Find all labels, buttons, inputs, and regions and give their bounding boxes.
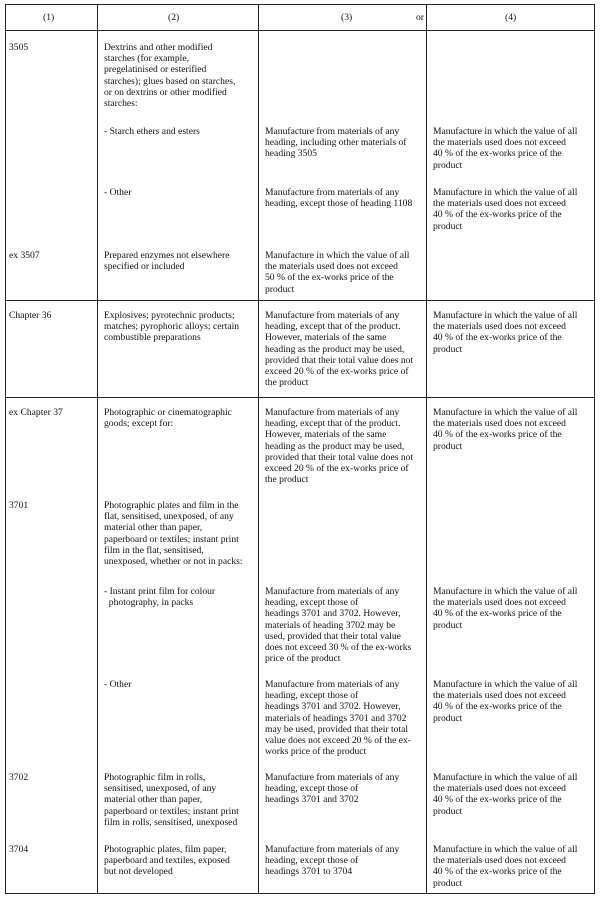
cell-line: 40 % of the ex-works price of the [433,608,562,620]
cell-line: the materials used does not exceed [433,321,566,333]
cell-c2 [104,844,230,878]
cell-c2 [104,772,239,828]
cell-line: heading, except that of the product. [265,321,401,333]
cell-c2 [104,126,200,137]
cell-line: Chapter 36 [9,310,52,321]
cell-line: 50 % of the ex-works price of the [265,272,394,284]
row-divider [5,300,595,301]
cell-line: 40 % of the ex-works price of the [433,148,562,160]
cell-line: Manufacture from materials of any [265,310,400,321]
cell-line: unexposed, whether or not in packs: [104,556,243,568]
cell-line: provided that their total value does not [265,354,414,366]
cell-c2 [104,500,243,567]
cell-line: headings 3701 and 3702 [265,794,359,806]
cell-c1 [9,310,51,321]
header-col-2: (2) [168,12,180,23]
cell-c3 [265,187,412,209]
cell-line: 40 % of the ex-works price of the [433,701,562,713]
cell-line: product [265,283,295,295]
cell-c4 [433,679,577,724]
cell-line: the materials used does not exceed [433,198,566,210]
cell-line: heading, except those of [265,597,359,609]
cell-line: photography, in packs [104,597,194,609]
cell-c3 [265,586,411,664]
cell-line: Explosives; pyrotechnic products; [104,310,235,321]
cell-c1 [9,250,40,261]
cell-line: heading, except those of heading 1108 [265,198,413,210]
cell-line: product [433,805,463,817]
cell-line: sensitised, unexposed, of any [104,783,217,795]
cell-line: heading, except those of [265,855,359,867]
cell-line: Manufacture in which the value of all [433,310,578,321]
cell-line: - Starch ethers and esters [104,126,200,137]
cell-line: - Other [104,679,132,690]
cell-line: Manufacture in which the value of all [433,187,578,198]
cell-line: Manufacture from materials of any [265,126,400,137]
cell-line: the materials used does not exceed [433,418,566,430]
cell-line: Manufacture in which the value of all [265,250,410,261]
cell-line: product [433,619,463,631]
cell-line: the product [265,474,309,486]
cell-c2 [104,250,229,272]
cell-line: starches); glues based on starches, [104,75,236,87]
cell-c3 [265,772,399,806]
column-divider [258,4,259,894]
cell-line: the materials used does not exceed [433,855,566,867]
cell-line: film in rolls, sensitised, unexposed [104,816,238,828]
cell-c4 [433,126,577,171]
cell-line: Photographic plates and film in the [104,500,239,511]
cell-line: film in the flat, sensitised, [104,544,204,556]
cell-line: Photographic or cinematographic [104,407,232,418]
cell-line: 40 % of the ex-works price of the [433,794,562,806]
cell-c4 [433,772,577,817]
cell-line: Photographic film in rolls, [104,772,206,783]
header-col-3: (3) [341,12,353,23]
cell-line: Manufacture from materials of any [265,187,400,198]
header-col-1: (1) [43,12,55,23]
cell-line: heading as the product may be used, [265,440,405,452]
cell-line: materials of headings 3701 and 3702 [265,712,407,724]
cell-c4 [433,407,577,452]
cell-line: heading, except that of the product. [265,418,401,430]
cell-line: used, provided that their total value [265,630,401,642]
cell-line: 40 % of the ex-works price of the [433,866,562,878]
column-divider [97,4,98,894]
cell-line: headings 3701 and 3702. However, [265,701,401,713]
cell-c2 [104,586,215,608]
cell-line: 3702 [9,772,29,783]
cell-line: product [433,343,463,355]
cell-c4 [433,586,577,631]
cell-c2 [104,679,131,690]
cell-line: pregelatinised or esterified [104,64,207,76]
cell-line: 3505 [9,42,29,53]
cell-line: specified or included [104,261,185,273]
cell-line: paperboard and textiles, exposed [104,855,230,867]
cell-line: but not developed [104,866,173,878]
cell-line: the product [265,377,309,389]
cell-line: goods; except for: [104,418,174,430]
cell-c1 [9,772,28,783]
cell-c2 [104,187,131,198]
cell-line: Dextrins and other modified [104,42,213,53]
header-col-4: (4) [505,12,517,23]
cell-line: combustible preparations [104,332,201,344]
cell-line: Manufacture from materials of any [265,772,400,783]
cell-line: headings 3701 and 3702. However, [265,608,401,620]
cell-line: Manufacture from materials of any [265,407,400,418]
cell-line: Photographic plates, film paper, [104,844,227,855]
cell-line: material other than paper, [104,794,203,806]
cell-line: product [433,877,463,889]
cell-line: the materials used does not exceed [433,597,566,609]
cell-c1 [9,42,28,53]
cell-line: 40 % of the ex-works price of the [433,429,562,441]
cell-line: the materials used does not exceed [433,783,566,795]
cell-line: paperboard or textiles; instant print [104,805,239,817]
cell-line: Prepared enzymes not elsewhere [104,250,230,261]
cell-line: starches: [104,98,138,110]
cell-c1 [9,844,28,855]
cell-line: headings 3701 to 3704 [265,866,353,878]
cell-line: - Other [104,187,132,198]
cell-line: Manufacture in which the value of all [433,126,578,137]
cell-line: the materials used does not exceed [433,137,566,149]
cell-c3 [265,126,406,160]
cell-c3 [265,844,399,878]
cell-line: 3701 [9,500,29,511]
cell-line: the materials used does not exceed [265,261,398,273]
cell-line: works price of the product [265,746,367,758]
cell-line: However, materials of the same [265,429,387,441]
header-or: or [416,12,424,23]
cell-line: Manufacture in which the value of all [433,772,578,783]
cell-line: heading, except those of [265,783,359,795]
cell-line: heading as the product may be used, [265,343,405,355]
cell-line: value does not exceed 20 % of the ex- [265,735,411,747]
cell-line: does not exceed 30 % of the ex-works [265,642,412,654]
cell-c2 [104,310,239,344]
cell-line: Manufacture from materials of any [265,586,400,597]
cell-line: Manufacture from materials of any [265,679,400,690]
cell-c4 [433,187,577,232]
cell-line: or on dextrins or other modified [104,86,227,98]
cell-line: ex Chapter 37 [9,407,63,418]
cell-line: heading, except those of [265,690,359,702]
cell-line: material other than paper, [104,522,203,534]
cell-line: heading, including other materials of [265,137,407,149]
cell-line: provided that their total value does not [265,451,414,463]
cell-line: product [433,159,463,171]
cell-line: flat, sensitised, unexposed, of any [104,511,234,523]
cell-line: Manufacture in which the value of all [433,679,578,690]
cell-c1 [9,407,63,418]
cell-c4 [433,310,577,355]
cell-c3 [265,310,413,388]
cell-c4 [433,844,577,889]
cell-c2 [104,407,232,429]
cell-c2 [104,42,235,109]
cell-line: However, materials of the same [265,332,387,344]
cell-line: materials of heading 3702 may be [265,619,396,631]
cell-line: heading 3505 [265,148,317,160]
cell-line: 40 % of the ex-works price of the [433,332,562,344]
cell-line: the materials used does not exceed [433,690,566,702]
cell-line: 3704 [9,844,29,855]
row-divider [5,397,595,398]
cell-line: Manufacture in which the value of all [433,844,578,855]
column-divider [426,4,427,894]
cell-line: Manufacture in which the value of all [433,586,578,597]
cell-line: price of the product [265,653,341,665]
cell-c1 [9,500,28,511]
cell-line: product [433,220,463,232]
cell-line: starches (for example, [104,53,189,65]
cell-line: 40 % of the ex-works price of the [433,209,562,221]
cell-line: may be used, provided that their total [265,723,409,735]
cell-line: matches; pyrophoric alloys; certain [104,321,240,333]
cell-line: Manufacture in which the value of all [433,407,578,418]
header-divider [5,30,595,31]
cell-c3 [265,679,411,757]
cell-line: Manufacture from materials of any [265,844,400,855]
cell-line: exceed 20 % of the ex-works price of [265,463,409,475]
cell-c3 [265,407,413,485]
cell-c3 [265,250,409,295]
cell-line: paperboard or textiles; instant print [104,533,239,545]
rules-table [5,4,595,894]
cell-line: exceed 20 % of the ex-works price of [265,366,409,378]
cell-line: product [433,440,463,452]
cell-line: product [433,712,463,724]
cell-line: - Instant print film for colour [104,586,216,597]
cell-line: ex 3507 [9,250,40,261]
